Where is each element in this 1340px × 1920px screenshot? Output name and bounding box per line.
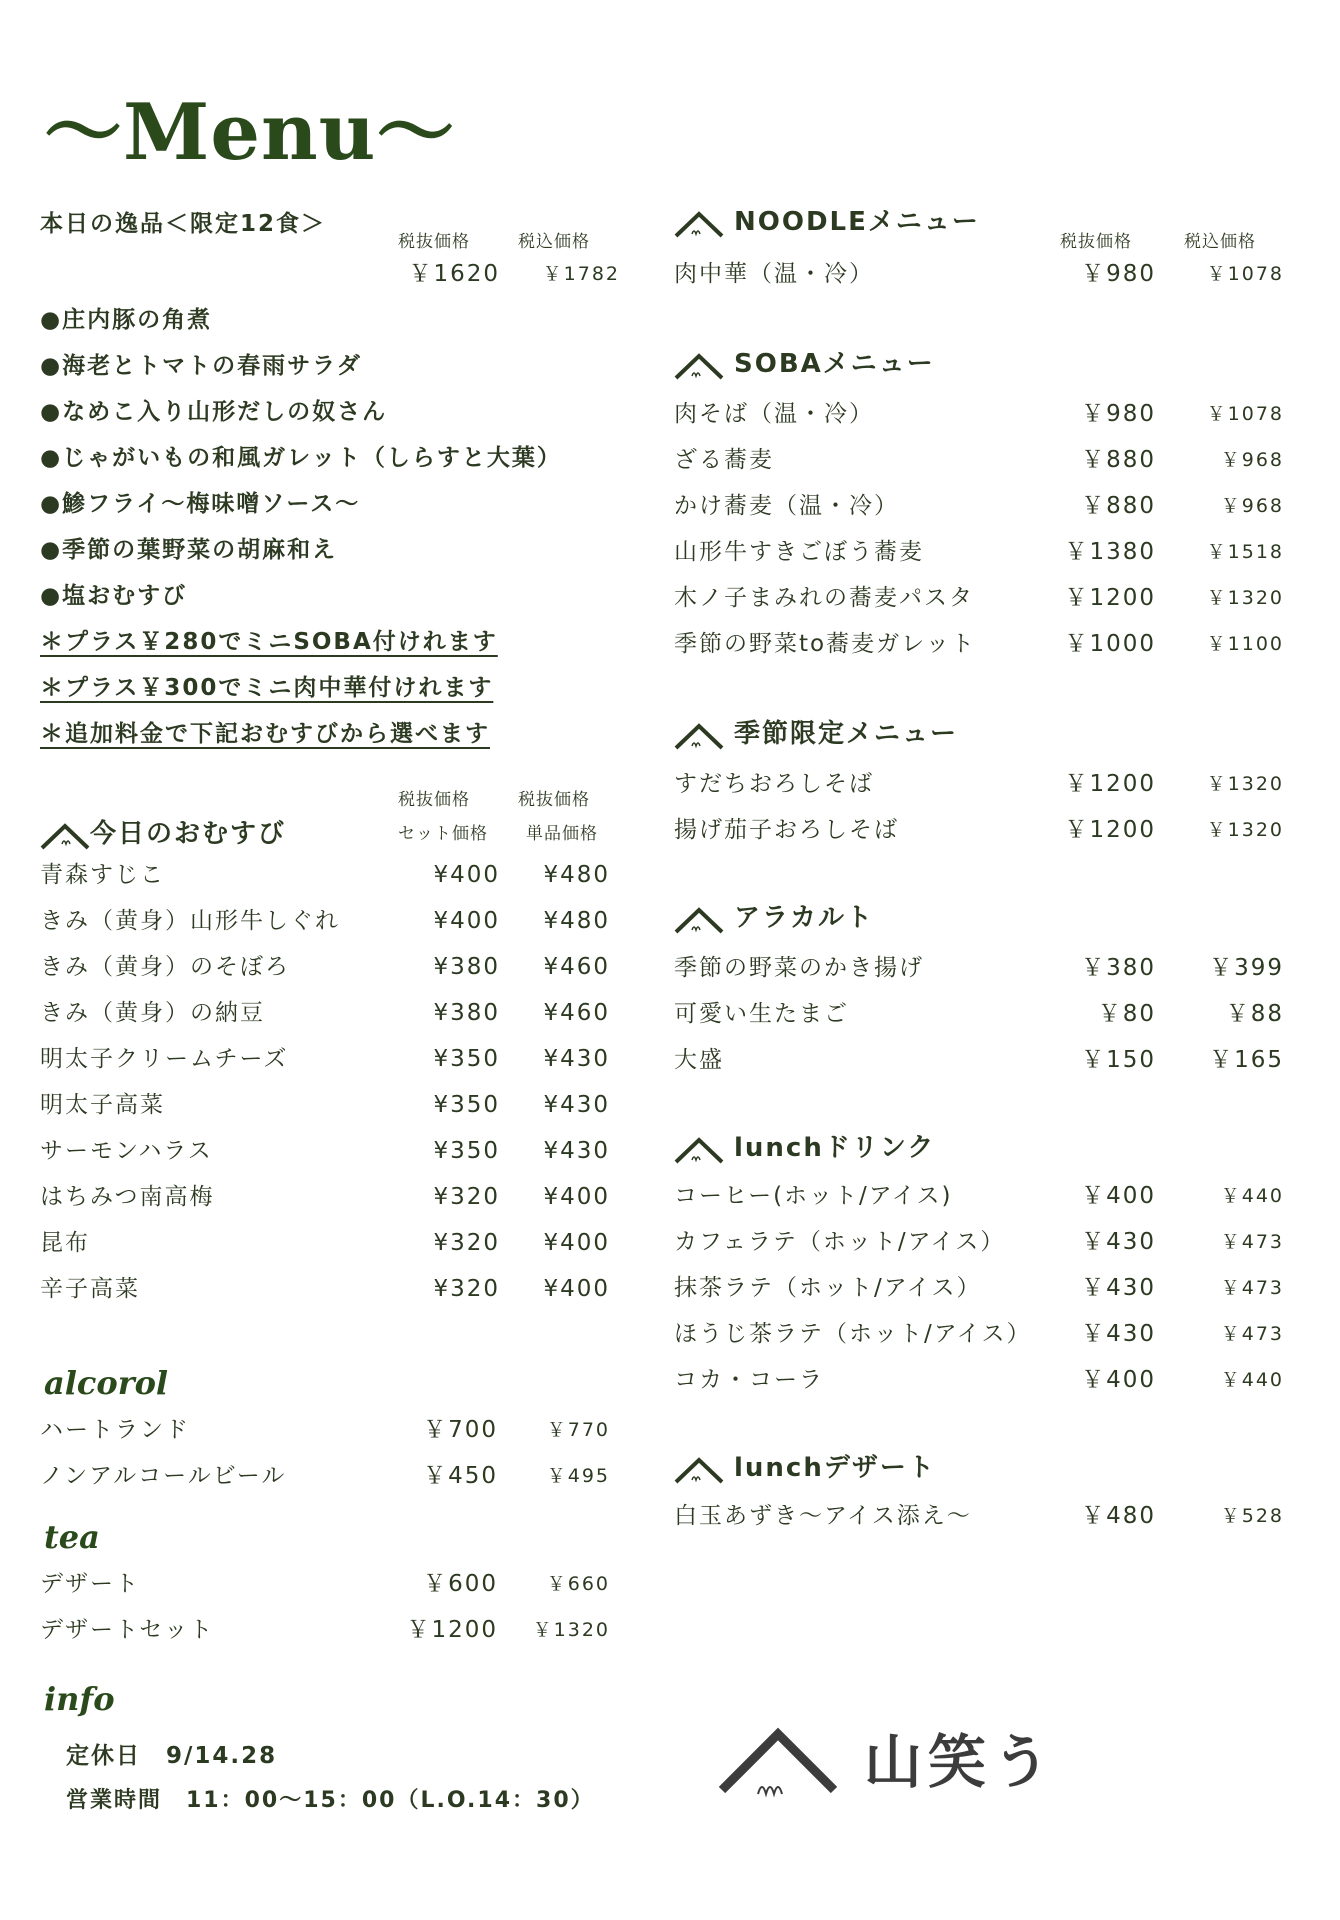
omusubi-label-1b: セット価格 [398,824,488,844]
menu-item-row [674,1314,1284,1354]
special-note: ＊追加料金で下記おむすびから選べます [40,721,490,747]
item-price: ￥968 [1220,449,1284,471]
omusubi-label-1a: 税抜価格 [398,790,470,810]
specials-price-2: ￥1782 [542,263,620,285]
item-price: ¥480 [543,862,610,888]
menu-item-row [40,1456,610,1496]
menu-item-row [674,394,1284,434]
tea-title: tea [44,1518,100,1556]
item-price-set: ¥320 [433,1276,500,1302]
item-name: 季節の野菜のかき揚げ [674,955,924,981]
item-name: きみ（黄身）山形牛しぐれ [40,908,340,934]
item-name: サーモンハラス [40,1138,213,1164]
item-price: ￥1320 [1206,773,1284,795]
special-item: ●庄内豚の角煮 [40,307,213,333]
info-hours: 営業時間 11：00～15：00（L.O.14：30） [66,1788,595,1813]
noodle-label-2: 税込価格 [1184,232,1256,252]
menu-item-row [40,993,610,1033]
item-price: ￥495 [546,1465,610,1487]
item-price-set: ￥430 [1081,1275,1156,1301]
item-price: ￥1518 [1206,541,1284,563]
drinks-section-header [674,1126,1074,1170]
item-price: ￥473 [1220,1231,1284,1253]
info-title: info [44,1680,115,1718]
item-price: ￥1320 [532,1619,610,1641]
item-price: ￥1320 [1206,819,1284,841]
noodle-section-header [674,200,1074,244]
special-item: ●なめこ入り山形だしの奴さん [40,399,388,425]
omusubi-label-2b: 単品価格 [526,824,598,844]
item-price: ￥473 [1220,1277,1284,1299]
menu-item-row [40,1223,610,1263]
mountain-icon [674,1456,724,1486]
item-price-set: ￥430 [1081,1321,1156,1347]
menu-item-row [674,254,1284,294]
item-name: カフェラテ（ホット/アイス） [674,1229,1006,1255]
logo [718,1718,1078,1808]
soba-section-header [674,342,1074,386]
special-item: ●じゃがいもの和風ガレット（しらすと大葉） [40,445,562,471]
mountain-icon [40,822,90,852]
alacarte-title: アラカルト [734,903,875,933]
menu-item-row [674,1222,1284,1262]
menu-item-row [40,947,610,987]
mountain-icon [674,210,724,240]
menu-item-row [674,1176,1284,1216]
menu-item-row [674,532,1284,572]
logo-text: 山笑う [864,1728,1057,1796]
item-price-set: ¥350 [433,1092,500,1118]
item-price: ¥430 [543,1046,610,1072]
item-name: 青森すじこ [40,862,165,888]
item-price-set: ￥1380 [1064,539,1156,565]
item-price-set: ￥1200 [406,1617,498,1643]
item-price-set: ¥400 [433,908,500,934]
item-price: ¥400 [543,1230,610,1256]
item-price-set: ￥380 [1081,955,1156,981]
mountain-icon [674,1136,724,1166]
item-name: コカ・コーラ [674,1367,824,1393]
seasonal-title: 季節限定メニュー [734,719,959,749]
item-price-set: ¥350 [433,1138,500,1164]
item-price-set: ￥880 [1081,493,1156,519]
specials-price-1: ￥1620 [408,261,500,287]
menu-item-row [40,1177,610,1217]
item-price: ￥399 [1209,955,1284,981]
item-price: ¥460 [543,954,610,980]
item-price: ¥460 [543,1000,610,1026]
item-name: 昆布 [40,1230,90,1256]
menu-item-row [674,578,1284,618]
item-name: きみ（黄身）のそぼろ [40,954,290,980]
special-note: ＊プラス￥300でミニ肉中華付けれます [40,675,494,701]
item-price-set: ¥350 [433,1046,500,1072]
noodle-label-1: 税抜価格 [1060,232,1132,252]
item-name: はちみつ南高梅 [40,1184,215,1210]
menu-item-row [40,855,610,895]
item-name: 肉中華（温・冷） [674,261,874,287]
special-note: ＊プラス￥280でミニSOBA付けれます [40,629,498,655]
item-name: 揚げ茄子おろしそば [674,817,899,843]
item-name: 山形牛すきごぼう蕎麦 [674,539,924,565]
noodle-title: NOODLEメニュー [734,207,980,237]
item-price: ¥480 [543,908,610,934]
menu-item-row [40,1269,610,1309]
menu-item-row [674,1496,1284,1536]
item-price-set: ￥400 [1081,1183,1156,1209]
special-item: ●海老とトマトの春雨サラダ [40,353,362,379]
item-name: 可愛い生たまご [674,1001,849,1027]
item-price-set: ¥320 [433,1230,500,1256]
item-name: デザートセット [40,1617,215,1643]
menu-item-row [40,901,610,941]
item-price-set: ￥400 [1081,1367,1156,1393]
item-price-set: ￥1200 [1064,817,1156,843]
item-name: 木ノ子まみれの蕎麦パスタ [674,585,974,611]
item-price-set: ￥1200 [1064,585,1156,611]
item-price: ￥528 [1220,1505,1284,1527]
omusubi-section-header [40,812,340,856]
specials-price-label-1: 税抜価格 [398,232,470,252]
mountain-icon [674,906,724,936]
item-price: ￥1320 [1206,587,1284,609]
dessert-title: lunchデザート [734,1453,936,1483]
dessert-section-header [674,1446,1074,1490]
item-price-set: ¥400 [433,862,500,888]
special-item: ●鯵フライ～梅味噌ソース～ [40,491,361,517]
item-price: ¥400 [543,1276,610,1302]
item-price-set: ￥980 [1081,261,1156,287]
item-name: 季節の野菜to蕎麦ガレット [674,631,976,657]
item-price: ¥430 [543,1092,610,1118]
item-price: ¥430 [543,1138,610,1164]
logo-mountain-icon [718,1724,838,1798]
menu-item-row [40,1085,610,1125]
drinks-title: lunchドリンク [734,1133,936,1163]
item-name: 白玉あずき～アイス添え～ [674,1503,972,1529]
item-name: 明太子クリームチーズ [40,1046,289,1072]
item-price-set: ¥380 [433,1000,500,1026]
item-name: コーヒー(ホット/アイス) [674,1183,953,1209]
item-name: デザート [40,1571,140,1597]
item-price: ￥770 [546,1419,610,1441]
item-price-set: ¥380 [433,954,500,980]
menu-item-row [40,1564,610,1604]
menu-item-row [674,1040,1284,1080]
page-title: ～Menu～ [44,87,456,178]
item-price-set: ￥150 [1081,1047,1156,1073]
item-name: 肉そば（温・冷） [674,401,874,427]
alacarte-section-header [674,896,1074,940]
item-name: ざる蕎麦 [674,447,774,473]
item-name: きみ（黄身）の納豆 [40,1000,265,1026]
specials-price-label-2: 税込価格 [518,232,590,252]
menu-item-row [40,1131,610,1171]
item-price-set: ￥980 [1081,401,1156,427]
menu-item-row [674,810,1284,850]
menu-item-row [674,624,1284,664]
omusubi-title: 今日のおむすび [90,819,287,849]
soba-title: SOBAメニュー [734,349,935,379]
specials-header: 本日の逸品＜限定12食＞ [40,211,327,237]
item-name: ハートランド [40,1417,190,1443]
item-price-set: ￥430 [1081,1229,1156,1255]
item-name: 辛子高菜 [40,1276,140,1302]
item-price-set: ￥1200 [1064,771,1156,797]
item-name: すだちおろしそば [674,771,874,797]
item-price: ￥165 [1209,1047,1284,1073]
item-name: ノンアルコールビール [40,1463,287,1489]
menu-item-row [674,994,1284,1034]
item-name: 抹茶ラテ（ホット/アイス） [674,1275,982,1301]
item-price: ￥473 [1220,1323,1284,1345]
alcohol-title: alcorol [44,1364,169,1402]
menu-item-row [40,1039,610,1079]
item-price-set: ￥600 [423,1571,498,1597]
right-column [674,0,1284,1920]
left-column [40,0,620,1920]
menu-item-row [674,1268,1284,1308]
item-price: ￥440 [1220,1185,1284,1207]
item-price: ¥400 [543,1184,610,1210]
menu-item-row [674,440,1284,480]
item-price-set: ￥80 [1097,1001,1156,1027]
item-name: かけ蕎麦（温・冷） [674,493,899,519]
item-price-set: ￥480 [1081,1503,1156,1529]
info-closed: 定休日 9/14.28 [66,1743,278,1769]
item-price-set: ￥700 [423,1417,498,1443]
item-name: 明太子高菜 [40,1092,165,1118]
item-price-set: ￥450 [423,1463,498,1489]
menu-item-row [674,486,1284,526]
special-item: ●季節の葉野菜の胡麻和え [40,537,338,563]
special-item: ●塩おむすび [40,583,188,609]
omusubi-label-2a: 税抜価格 [518,790,590,810]
specials-price-row [40,254,620,294]
item-price: ￥440 [1220,1369,1284,1391]
item-price: ￥1078 [1206,263,1284,285]
item-price: ￥1100 [1206,633,1284,655]
mountain-icon [674,352,724,382]
item-price: ￥1078 [1206,403,1284,425]
item-price-set: ¥320 [433,1184,500,1210]
item-name: ほうじ茶ラテ（ホット/アイス） [674,1321,1032,1347]
menu-item-row [674,948,1284,988]
item-price-set: ￥880 [1081,447,1156,473]
menu-item-row [40,1610,610,1650]
item-price: ￥88 [1225,1001,1284,1027]
menu-item-row [40,1410,610,1450]
mountain-icon [674,722,724,752]
seasonal-section-header [674,712,1074,756]
item-price: ￥660 [546,1573,610,1595]
item-price: ￥968 [1220,495,1284,517]
item-price-set: ￥1000 [1064,631,1156,657]
menu-item-row [674,1360,1284,1400]
menu-item-row [674,764,1284,804]
item-name: 大盛 [674,1047,724,1073]
